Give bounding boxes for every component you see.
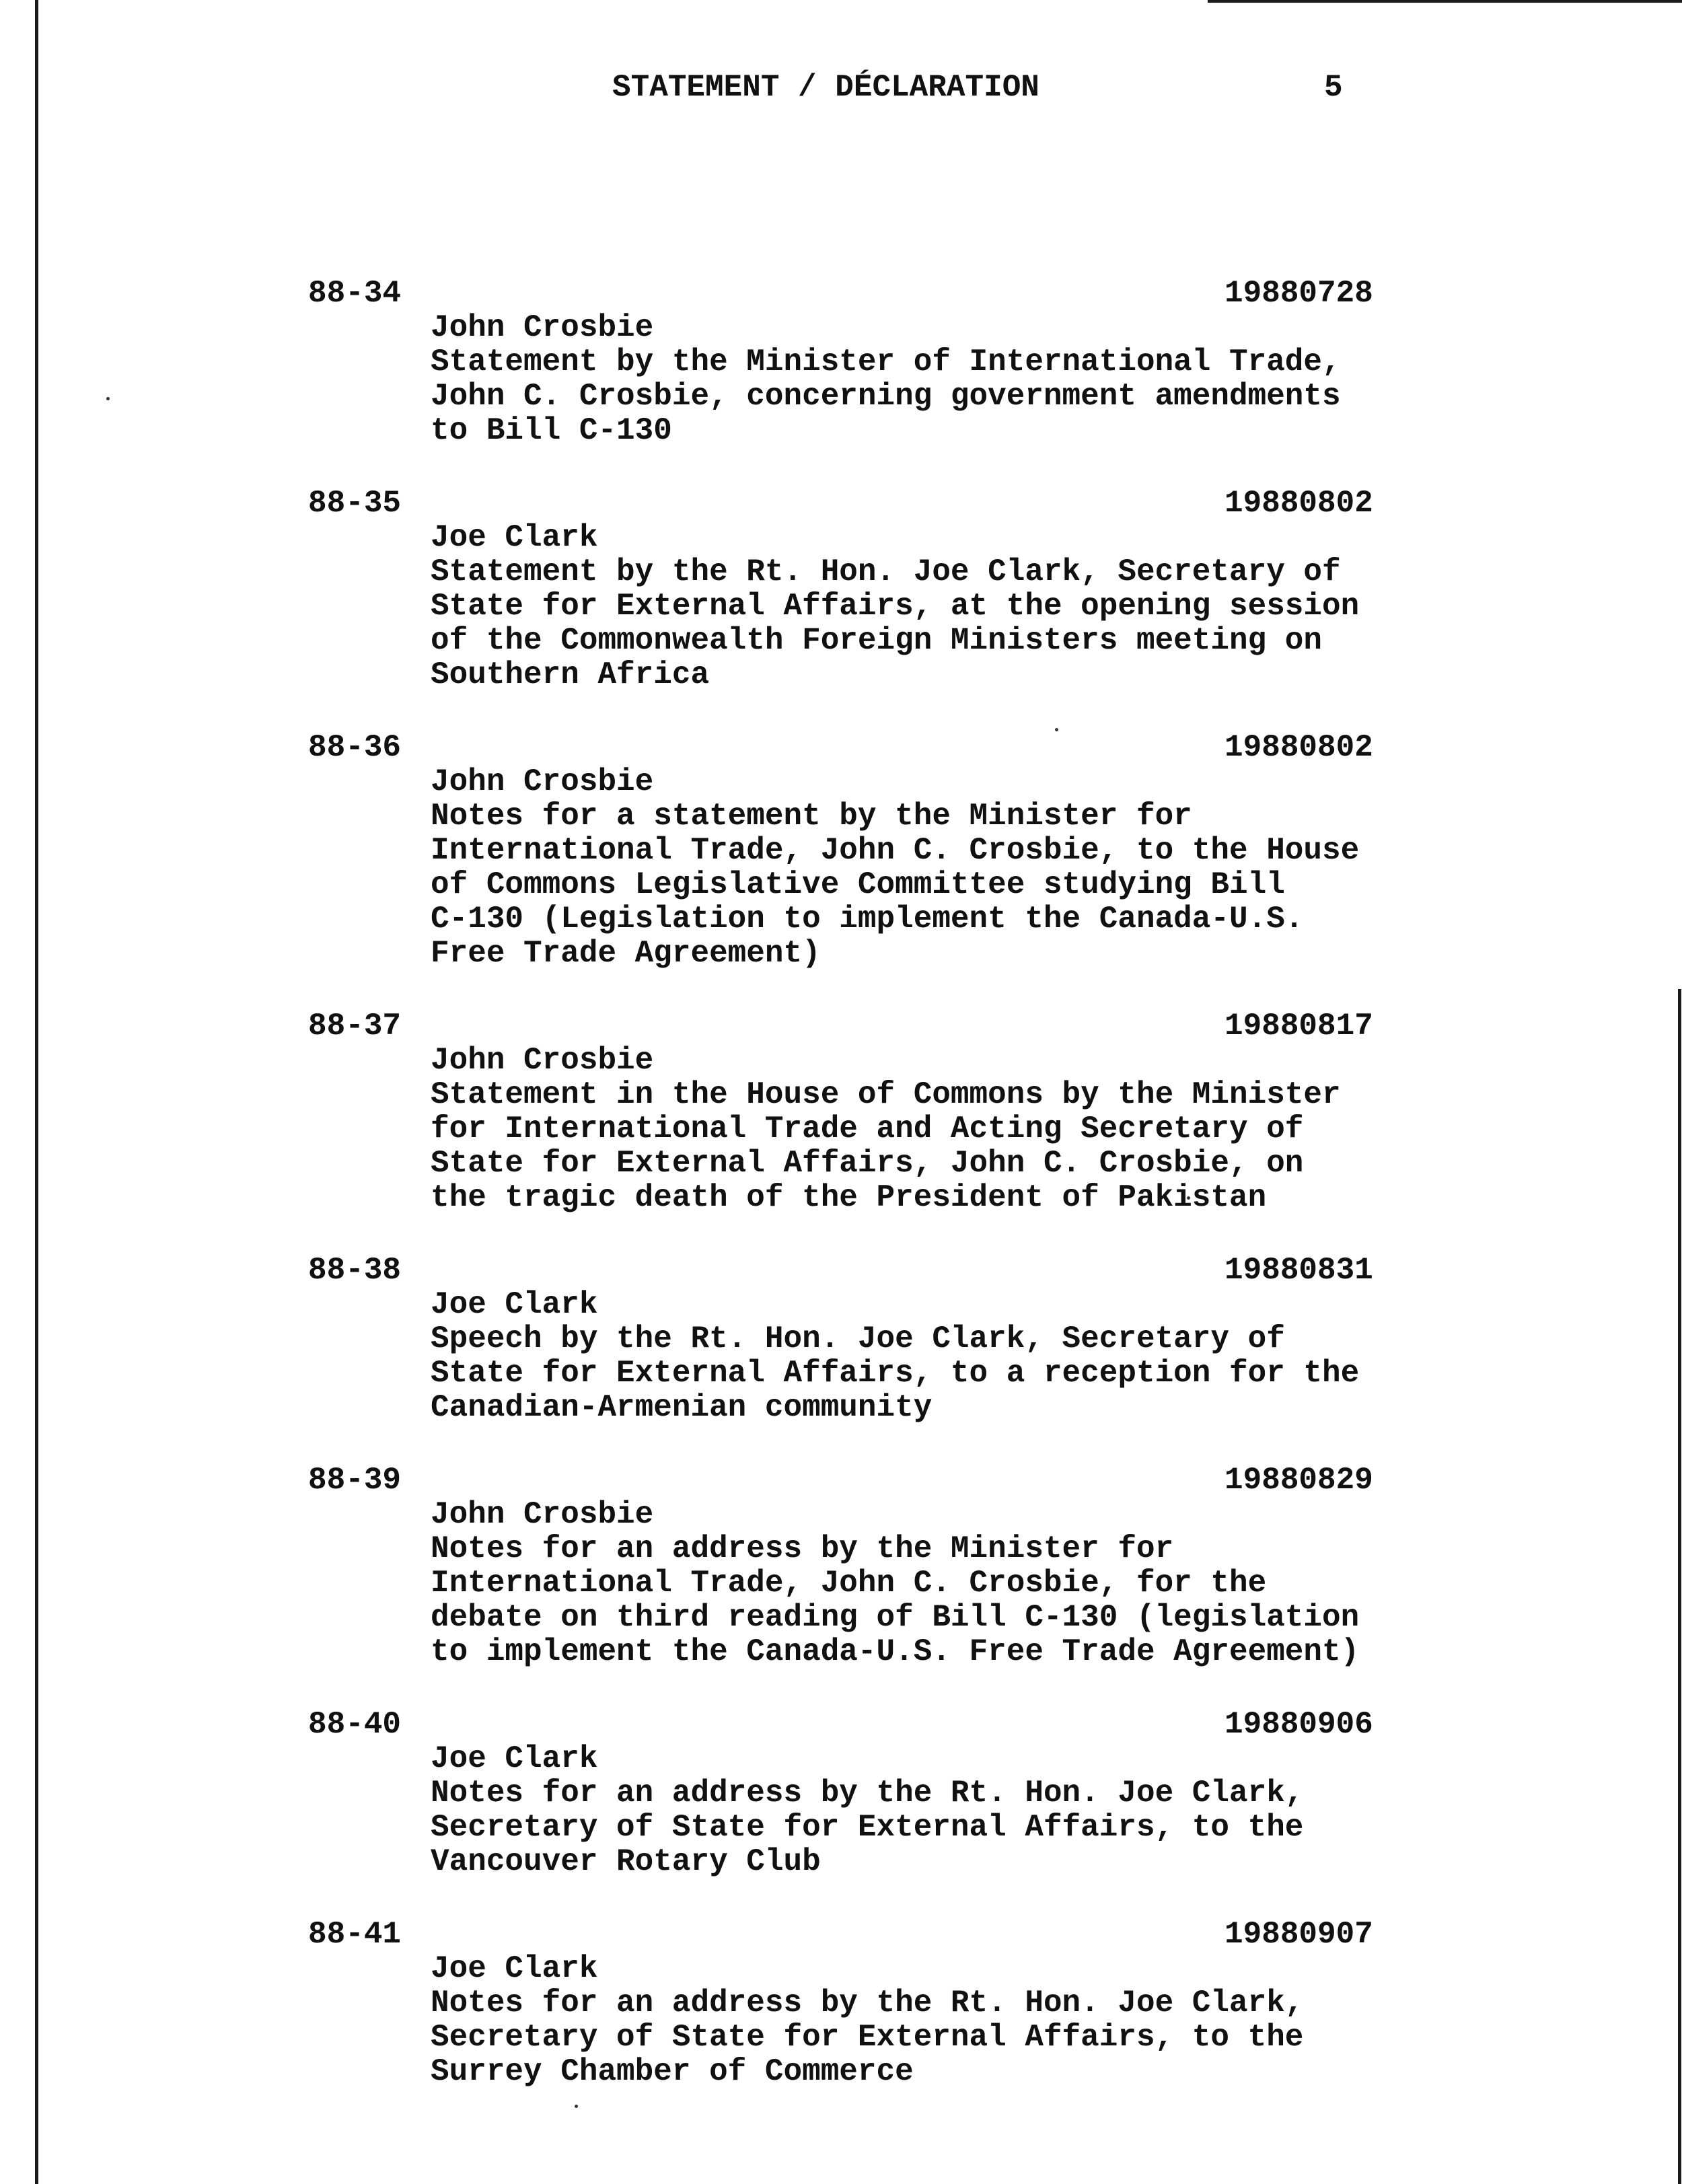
page-number: 5	[1324, 70, 1343, 105]
entry-number: 88-39	[308, 1463, 402, 1498]
entry-header	[308, 276, 1465, 311]
entry-description-line: Vancouver Rotary Club	[431, 1844, 821, 1879]
statement-entry	[308, 730, 1465, 971]
entry-description-line: Statement in the House of Commons by the Minister	[431, 1077, 1341, 1112]
entry-date: 19880728	[1224, 276, 1373, 311]
entry-description-line: Southern Africa	[431, 657, 710, 692]
statement-entry	[308, 1707, 1465, 1879]
page-title: STATEMENT / DÉCLARATION	[612, 70, 1039, 105]
entry-description-line: to Bill C-130	[431, 413, 672, 448]
entry-author: John Crosbie	[431, 1043, 654, 1078]
scan-edge-left	[35, 0, 38, 2184]
entry-date: 19880907	[1224, 1917, 1373, 1952]
entry-description-line: Statement by the Minister of International Trade,	[431, 344, 1341, 379]
entry-description-line: Canadian-Armenian community	[431, 1390, 933, 1425]
entry-header	[308, 1707, 1465, 1742]
entry-description-line: International Trade, John C. Crosbie, for the	[431, 1566, 1267, 1601]
entry-description-line: State for External Affairs, to a reception for the	[431, 1356, 1360, 1391]
entry-description-line: of Commons Legislative Committee studying Bill	[431, 867, 1285, 902]
entry-description-line: State for External Affairs, John C. Crosbie, on	[431, 1146, 1304, 1181]
entry-author: Joe Clark	[431, 1287, 598, 1322]
entry-number: 88-38	[308, 1253, 402, 1288]
entry-description-line: Speech by the Rt. Hon. Joe Clark, Secretary of	[431, 1321, 1285, 1356]
entry-header	[308, 1253, 1465, 1288]
entry-date: 19880802	[1224, 730, 1373, 765]
entry-description-line: Notes for a statement by the Minister for	[431, 799, 1192, 834]
entry-date: 19880906	[1224, 1707, 1373, 1742]
entry-date: 19880831	[1224, 1253, 1373, 1288]
entry-description-line: John C. Crosbie, concerning government amendments	[431, 379, 1341, 414]
entry-header	[308, 486, 1465, 521]
entry-description-line: State for External Affairs, at the opening session	[431, 589, 1360, 624]
entry-number: 88-35	[308, 486, 402, 521]
entry-header	[308, 1917, 1465, 1952]
statement-entry	[308, 1463, 1465, 1669]
entry-header	[308, 1009, 1465, 1044]
entry-author: Joe Clark	[431, 1741, 598, 1776]
entry-description-line: the tragic death of the President of Pakistan	[431, 1180, 1267, 1215]
statement-entry	[308, 276, 1465, 448]
statement-entry	[308, 486, 1465, 692]
scan-edge-top	[1208, 0, 1682, 3]
entry-description-line: Surrey Chamber of Commerce	[431, 2054, 914, 2089]
entry-author: John Crosbie	[431, 1497, 654, 1532]
entry-description-line: of the Commonwealth Foreign Ministers meeting on	[431, 623, 1323, 658]
statement-list	[308, 276, 1465, 2127]
entry-description-line: Notes for an address by the Minister for	[431, 1531, 1174, 1566]
statement-entry	[308, 1253, 1465, 1425]
entry-author: Joe Clark	[431, 520, 598, 555]
scan-edge-right	[1678, 989, 1681, 2184]
entry-header	[308, 1463, 1465, 1498]
entry-description-line: for International Trade and Acting Secretary of	[431, 1112, 1304, 1146]
entry-number: 88-41	[308, 1917, 402, 1952]
entry-header	[308, 730, 1465, 765]
entry-description-line: Notes for an address by the Rt. Hon. Joe Clark,	[431, 1986, 1304, 2021]
entry-description-line: Statement by the Rt. Hon. Joe Clark, Secretary of	[431, 554, 1341, 589]
entry-description-line: Notes for an address by the Rt. Hon. Joe Clark,	[431, 1776, 1304, 1811]
entry-number: 88-36	[308, 730, 402, 765]
entry-description-line: Secretary of State for External Affairs, to the	[431, 1810, 1304, 1845]
entry-description-line: to implement the Canada-U.S. Free Trade Agreement)	[431, 1634, 1360, 1669]
entry-author: Joe Clark	[431, 1951, 598, 1986]
entry-description-line: Secretary of State for External Affairs, to the	[431, 2020, 1304, 2055]
entry-number: 88-37	[308, 1009, 402, 1044]
entry-description-line: Free Trade Agreement)	[431, 936, 821, 971]
entry-date: 19880802	[1224, 486, 1373, 521]
entry-author: John Crosbie	[431, 310, 654, 345]
entry-author: John Crosbie	[431, 764, 654, 799]
entry-description-line: C-130 (Legislation to implement the Canada-U.S.	[431, 902, 1304, 937]
entry-date: 19880829	[1224, 1463, 1373, 1498]
entry-number: 88-34	[308, 276, 402, 311]
statement-entry	[308, 1009, 1465, 1215]
statement-entry	[308, 1917, 1465, 2089]
entry-description-line: debate on third reading of Bill C-130 (legislation	[431, 1600, 1360, 1635]
scan-speck	[106, 397, 110, 400]
entry-description-line: International Trade, John C. Crosbie, to the House	[431, 833, 1360, 868]
entry-number: 88-40	[308, 1707, 402, 1742]
entry-date: 19880817	[1224, 1009, 1373, 1044]
